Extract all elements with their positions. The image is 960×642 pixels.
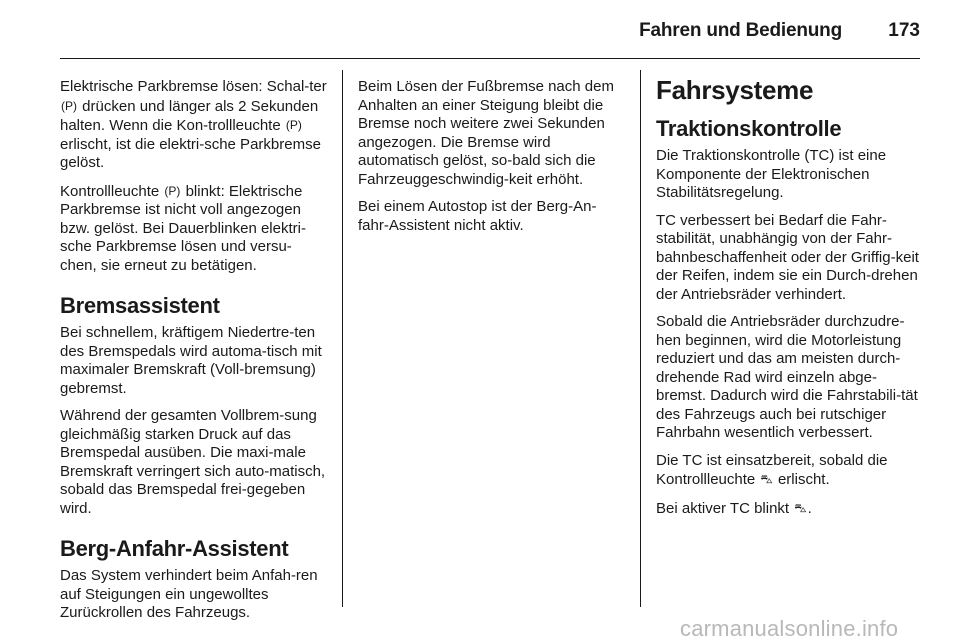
paragraph-tc-3: Sobald die Antriebsräder durchzudre-hen beginnen, wird die Motorleistung reduziert und das am meisten durch-drehende Rad wird einzeln abge-bremst. Dadurch wird die Fahrstabili-tät des Fahrzeugs auch bei rutschiger Fahrbahn wesentlich verbessert. bbox=[656, 313, 918, 441]
column-divider-1 bbox=[342, 70, 343, 607]
traction-control-lamp-icon: ⛍ bbox=[794, 500, 807, 515]
page-number: 173 bbox=[888, 20, 920, 41]
running-header-title: Fahren und Bedienung bbox=[639, 20, 842, 41]
text-fragment: . bbox=[807, 499, 812, 517]
text-fragment: drücken und länger als 2 Sekunden halten. Wenn die Kon-trollleuchte bbox=[60, 97, 319, 134]
parking-brake-lamp-icon: (P) bbox=[61, 98, 77, 113]
parking-brake-lamp-icon: (P) bbox=[164, 183, 181, 198]
paragraph-bremsassistent-1: Bei schnellem, kräftigem Niedertre-ten des Bremspedals wird automa-tisch mit maximaler Bremskraft (Voll-bremsung) gebremst. bbox=[60, 324, 322, 397]
header-rule bbox=[60, 58, 920, 59]
column-1 bbox=[60, 78, 328, 632]
heading-berg-anfahr-assistent: Berg-Anfahr-Assistent bbox=[60, 536, 289, 561]
paragraph-tc-4 bbox=[656, 452, 926, 490]
paragraph-tc-5 bbox=[656, 499, 926, 519]
column-2 bbox=[358, 78, 622, 244]
column-divider-2 bbox=[640, 70, 641, 607]
paragraph-tc-2: TC verbessert bei Bedarf die Fahr-stabilität, unabhängig von der Fahr-bahnbeschaffenheit oder der Griffig-keit der Reifen, indem sie ein Durch-drehen der Antriebsräder verhindert. bbox=[656, 211, 919, 303]
paragraph-tc-1: Die Traktionskontrolle (TC) ist eine Komponente der Elektronischen Stabilitätsregelung. bbox=[656, 147, 887, 201]
text-fragment: Die TC ist einsatzbereit, sobald die Kontrollleuchte bbox=[656, 451, 888, 488]
paragraph-parkbremse-loesen bbox=[60, 78, 328, 173]
paragraph-berg-anfahr-2: Beim Lösen der Fußbremse nach dem Anhalten an einer Steigung bleibt die Bremse noch weitere zwei Sekunden angezogen. Die Bremse wird automatisch gelöst, so-bald sich die Fahrzeuggeschwindig-keit erhöht. bbox=[358, 78, 614, 188]
text-fragment: Elektrische Parkbremse lösen: Schal-ter bbox=[60, 78, 327, 95]
page-header bbox=[0, 0, 960, 60]
chapter-heading-fahrsysteme: Fahrsysteme bbox=[656, 75, 814, 105]
text-fragment: erlischt. bbox=[773, 471, 830, 488]
heading-traktionskontrolle: Traktionskontrolle bbox=[656, 116, 842, 141]
text-fragment: Bei aktiver TC blinkt bbox=[656, 499, 794, 517]
heading-bremsassistent: Bremsassistent bbox=[60, 293, 220, 318]
text-fragment: Kontrollleuchte bbox=[60, 182, 164, 200]
paragraph-bremsassistent-2: Während der gesamten Vollbrem-sung gleichmäßig starken Druck auf das Bremspedal ausüben. Die maxi-male Bremskraft verringert sich auto-matisch, sobald das Bremspedal frei-gegeben wird. bbox=[60, 407, 326, 517]
paragraph-kontrollleuchte-blinkt bbox=[60, 182, 328, 276]
text-fragment: blinkt: Elektrische Parkbremse ist nicht voll angezogen bzw. gelöst. Bei Dauerblinken elektri-sche Parkbremse lösen und versu-chen, sie erneut zu betätigen. bbox=[60, 182, 306, 274]
paragraph-berg-anfahr-3: Bei einem Autostop ist der Berg-An-fahr-Assistent nicht aktiv. bbox=[358, 198, 597, 234]
paragraph-berg-anfahr-1: Das System verhindert beim Anfah-ren auf Steigungen ein ungewolltes Zurückrollen des Fahrzeugs. bbox=[60, 567, 318, 621]
traction-control-lamp-icon: ⛍ bbox=[760, 472, 773, 486]
column-3 bbox=[656, 75, 926, 527]
watermark: carmanualsonline.info bbox=[680, 616, 899, 641]
text-fragment: erlischt, ist die elektri-sche Parkbremse gelöst. bbox=[60, 135, 321, 171]
parking-brake-lamp-icon: (P) bbox=[285, 118, 302, 132]
